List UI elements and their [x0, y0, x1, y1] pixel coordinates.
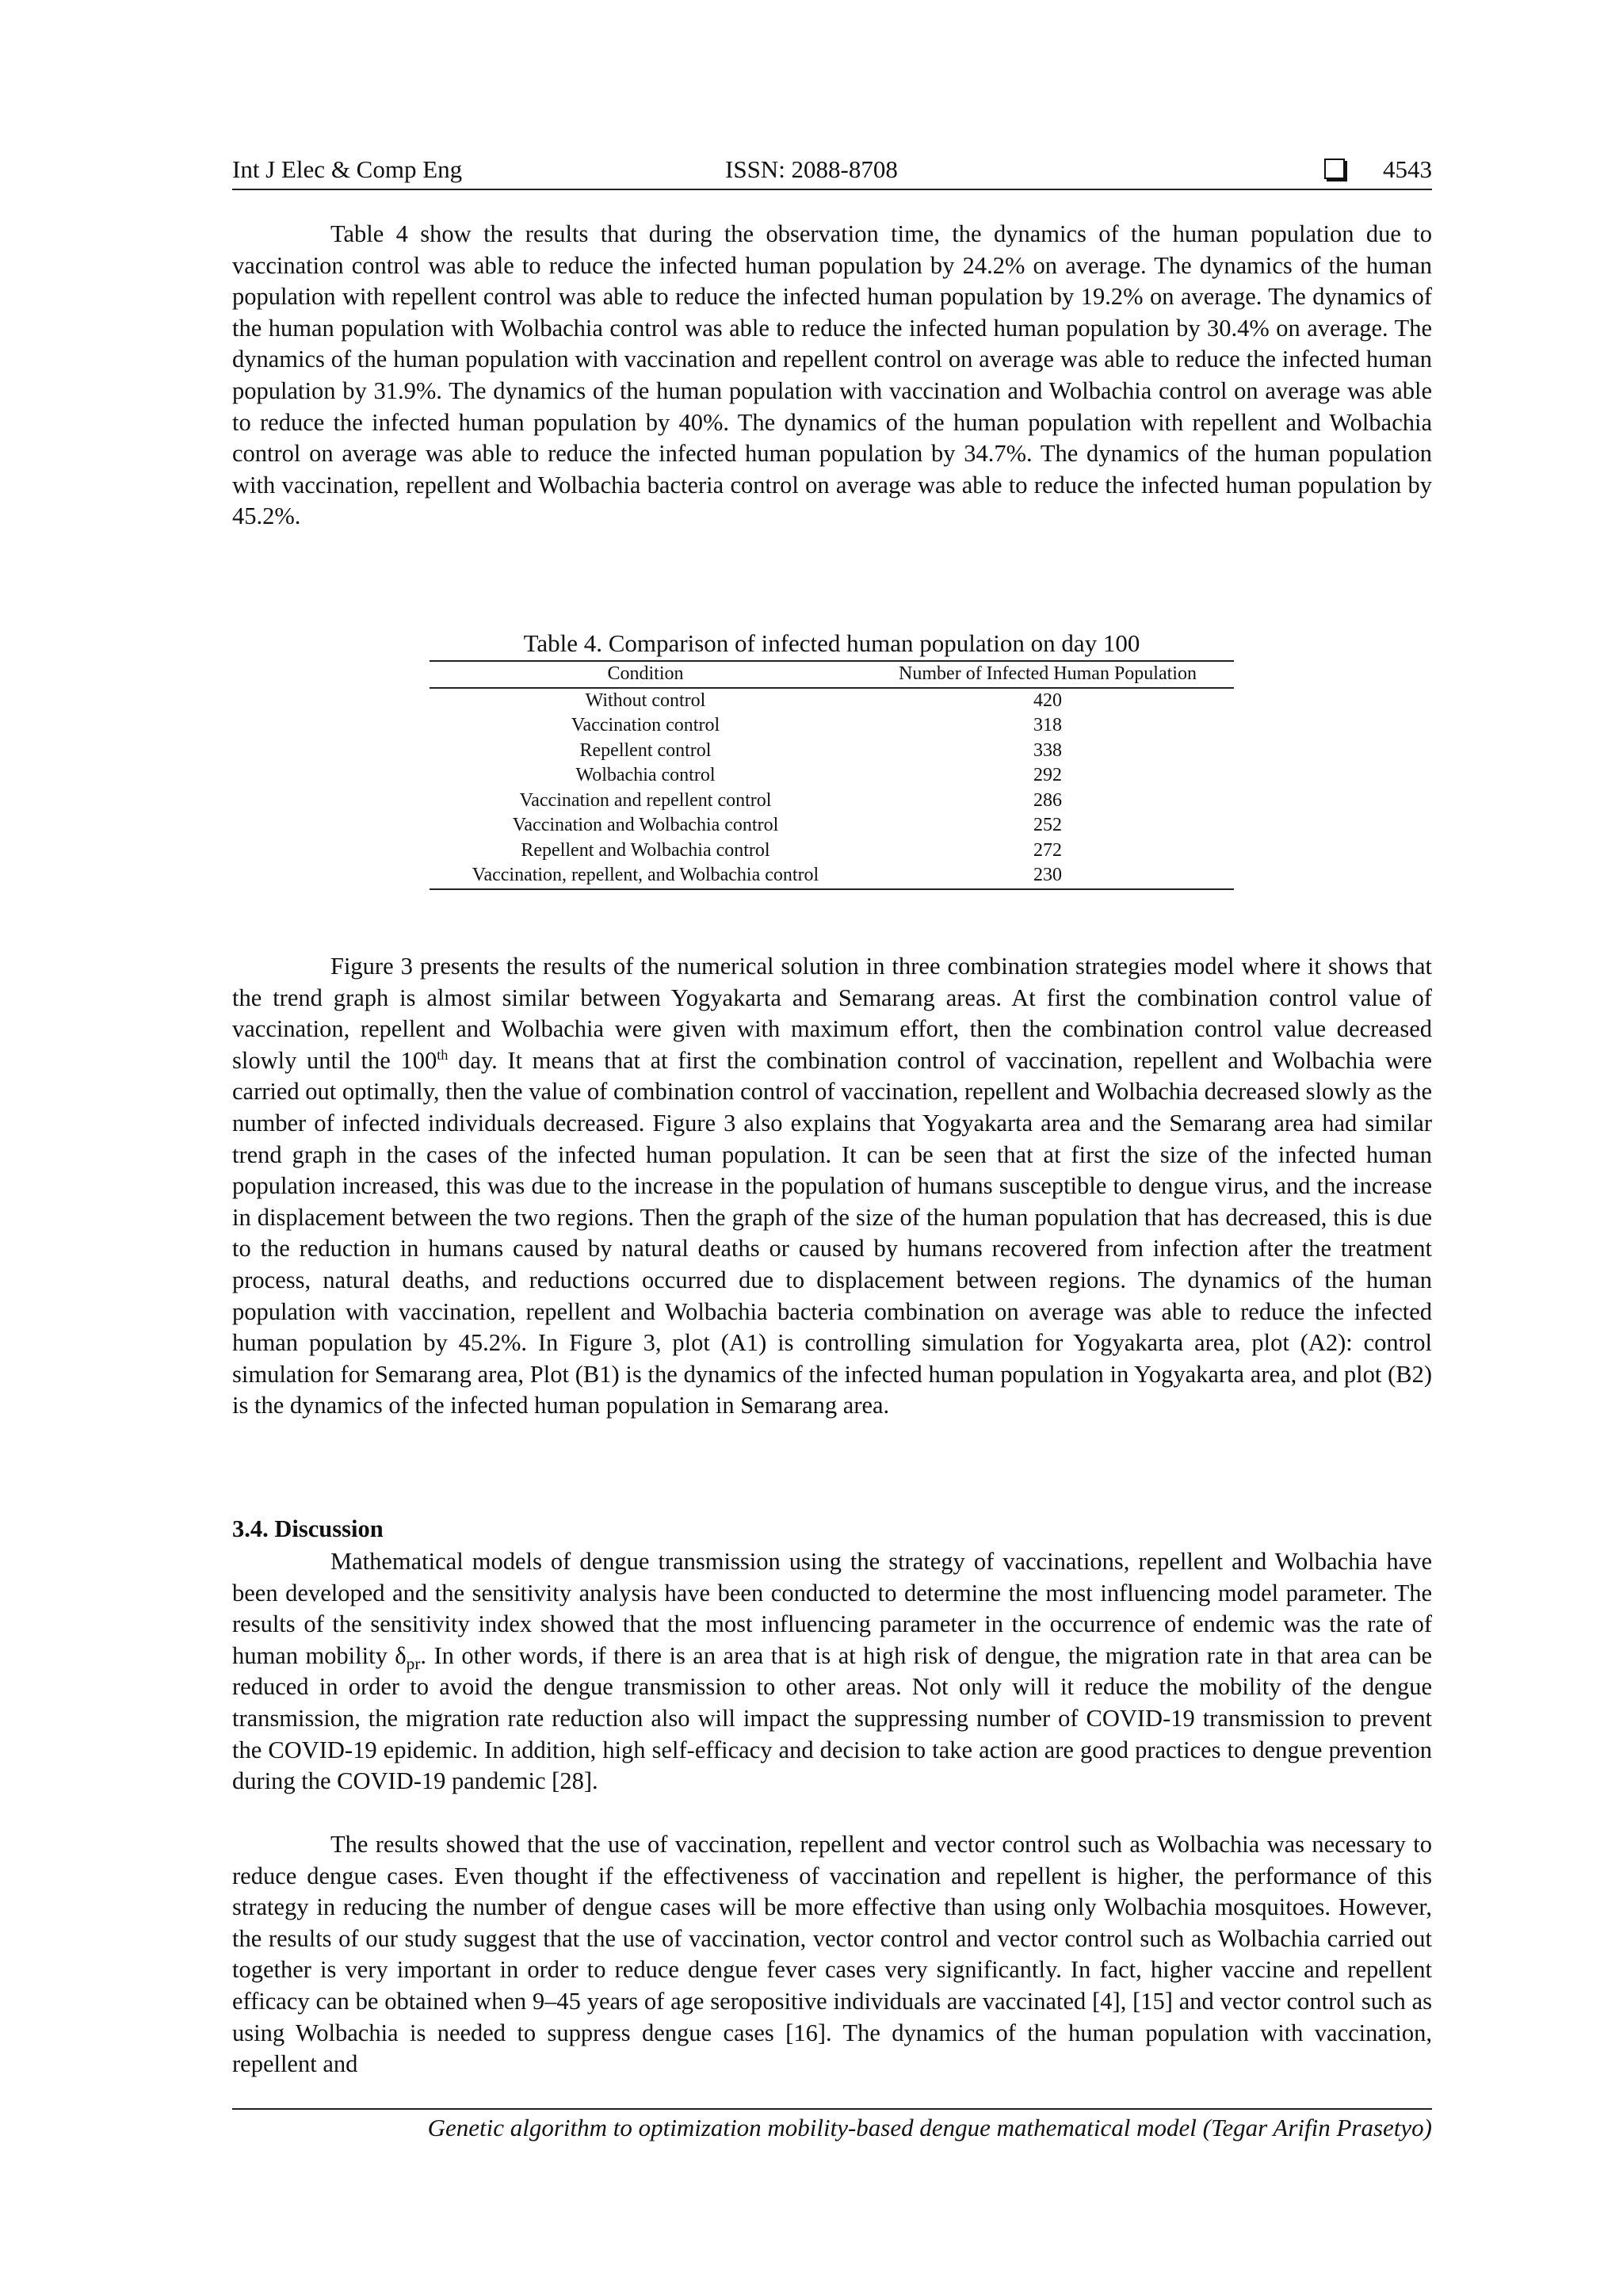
condition-cell: Repellent control — [579, 739, 712, 761]
paragraph-text: day. It means that at first the combination control of vaccination, repellent and Wolbachia were carried out optimally, then the value of combination control of vaccination, repellent and Wolbachia decreased slowly as the number of infected individuals decreased. Figure 3 also explains that Yogyakarta area and the Semarang area had similar trend graph in the cases of the infected human population. It can be seen that at first the size of the infected human population increased, this was due to the increase in the population of humans susceptible to dengue virus, and the increase in displacement between the two regions. Then the graph of the size of the human population that has decreased, this is due to the reduction in humans caused by natural deaths or caused by humans recovered from infection after the treatment process, natural deaths, and reductions occurred due to displacement between regions. The dynamics of the human population with vaccination, repellent and Wolbachia bacteria combination on average was able to reduce the infected human population by 45.2%. In Figure 3, plot (A1) is controlling simulation for Yogyakarta area, plot (A2): control simulation for Semarang area, Plot (B1) is the dynamics of the infected human population in Yogyakarta area, and plot (B2) is the dynamics of the infected human population in Semarang area. — [232, 1046, 1432, 1419]
page-box-icon — [1324, 159, 1345, 179]
condition-cell: Vaccination control — [571, 715, 720, 735]
issn: ISSN: 2088-8708 — [725, 155, 898, 183]
paragraph-text: Mathematical models of dengue transmission using the strategy of vaccinations, repellent and Wolbachia have been developed and the sensitivity analysis have been conducted to determine the most influencing model parameter. The results of the sensitivity index showed that the most influencing parameter in the occurrence of endemic was the rate of human mobility — [232, 1548, 1432, 1669]
condition-cell: Vaccination and Wolbachia control — [512, 815, 779, 835]
count-cell: 230 — [861, 863, 1234, 889]
paragraph-text: Figure 3 presents the results of the numerical solution in three combination strategies model where it shows that the trend graph is almost similar between Yogyakarta and Semarang areas. At first the combination control value of vaccination, repellent and Wolbachia were given with maximum effort, then the combination control value decreased slowly until the 100 — [232, 953, 1432, 1074]
count-cell: 252 — [1033, 815, 1062, 835]
delta-symbol: δ — [395, 1641, 407, 1669]
table-row — [430, 839, 1234, 864]
table-row — [430, 713, 1234, 739]
delta-subscript: pr — [406, 1653, 421, 1673]
table-row — [430, 813, 1234, 839]
column-header-count: Number of Infected Human Population — [861, 661, 1234, 688]
count-cell: 420 — [1033, 690, 1062, 711]
table-row — [430, 863, 1234, 889]
journal-name: Int J Elec & Comp Eng — [232, 155, 463, 183]
count-cell: 286 — [1033, 789, 1062, 811]
section-heading-discussion: 3.4. Discussion — [232, 1515, 384, 1542]
condition-cell: Vaccination, repellent, and Wolbachia control — [430, 863, 861, 889]
table-header-row — [430, 661, 1234, 688]
running-header — [232, 155, 1432, 190]
count-cell: 292 — [1033, 765, 1062, 785]
page-number: 4543 — [1383, 155, 1432, 183]
count-cell: 318 — [1033, 715, 1062, 735]
paragraph-discussion-results: The results showed that the use of vaccination, repellent and vector control such as Wolbachia was necessary to reduce dengue cases. Even thought if the effectiveness of vaccination and repellent is higher, the performance of this strategy in reducing the number of dengue cases will be more effective than using only Wolbachia mosquitoes. However, the results of our study suggest that the use of vaccination, vector control and vector control such as Wolbachia carried out together is very important in order to reduce dengue fever cases very significantly. In fact, higher vaccine and repellent efficacy can be obtained when 9–45 years of age seropositive individuals are vaccinated [4], [15] and vector control such as using Wolbachia is needed to suppress dengue cases [16]. The dynamics of the human population with vaccination, repellent and — [232, 1831, 1432, 2078]
column-header-condition: Condition — [430, 661, 861, 688]
paragraph-discussion-sensitivity — [232, 1546, 1432, 1797]
footer-rule — [232, 2108, 1432, 2110]
condition-cell: Repellent and Wolbachia control — [521, 839, 770, 861]
ordinal-superscript: th — [437, 1046, 449, 1063]
condition-cell: Without control — [585, 690, 706, 711]
condition-cell: Wolbachia control — [575, 765, 716, 785]
paragraph-text: . In other words, if there is an area that is at high risk of dengue, the migration rate in that area can be reduced in order to avoid the dengue transmission to other areas. Not only will it reduce the mobility of the dengue transmission, the migration rate reduction also will impact the suppressing number of COVID-19 transmission to prevent the COVID-19 epidemic. In addition, high self-efficacy and decision to take action are good practices to dengue prevention during the COVID-19 pandemic [28]. — [232, 1641, 1432, 1795]
table-row — [430, 739, 1234, 764]
condition-cell: Vaccination and repellent control — [519, 789, 772, 811]
paragraph-figure3-results — [232, 951, 1432, 1422]
paragraph-table4-summary: Table 4 show the results that during the observation time, the dynamics of the human population due to vaccination control was able to reduce the infected human population by 24.2% on average. The dynamics of the human population with repellent control was able to reduce the infected human population by 19.2% on average. The dynamics of the human population with Wolbachia control was able to reduce the infected human population by 30.4% on average. The dynamics of the human population with vaccination and repellent control on average was able to reduce the infected human population by 31.9%. The dynamics of the human population with vaccination and Wolbachia control on average was able to reduce the infected human population by 40%. The dynamics of the human population with repellent and Wolbachia control on average was able to reduce the infected human population by 34.7%. The dynamics of the human population with vaccination, repellent and Wolbachia bacteria control on average was able to reduce the infected human population by 45.2%. — [232, 220, 1432, 530]
count-cell: 272 — [1033, 839, 1062, 861]
running-footer: Genetic algorithm to optimization mobility-based dengue mathematical model (Tegar Arifin Prasetyo) — [427, 2114, 1432, 2141]
table-caption: Table 4. Comparison of infected human population on day 100 — [523, 629, 1140, 657]
table-row — [430, 688, 1234, 714]
table-row — [430, 789, 1234, 814]
table-row — [430, 763, 1234, 789]
infected-population-table — [430, 660, 1234, 890]
count-cell: 338 — [1033, 739, 1062, 761]
